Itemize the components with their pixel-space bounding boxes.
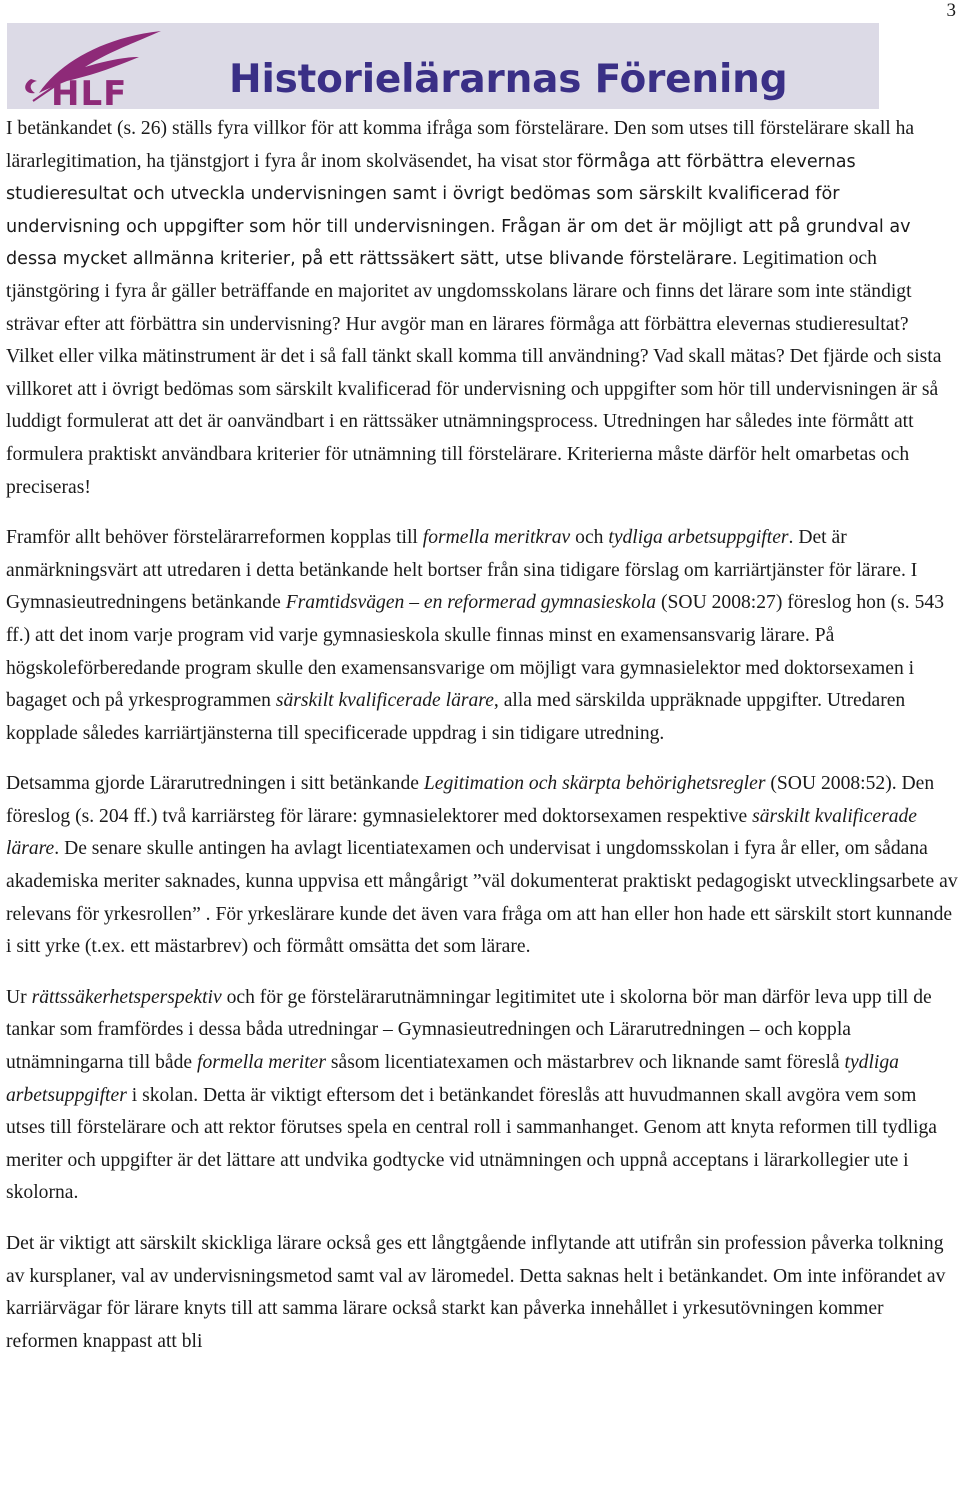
text-run: Ur: [6, 986, 27, 1008]
text-run: (SOU 2008:52). Den föreslog (s. 204 ff.) två karriärsteg för lärare: gymnasielektorer med doktorsexamen respektive: [6, 773, 935, 827]
paragraph-5: [6, 1228, 958, 1358]
text-run: . De senare skulle antingen ha avlagt licentiatexamen och undervisat i ungdomsskolan i fyra år eller, om sådana akademiska meriter saknades, kunna uppvisa ett mångårigt ”väl dokumenterat praktiskt pedagogiskt utvecklingsarbete av relevans för yrkesrollen” . För yrkeslärare kunde det även vara fråga om att han eller hon hade ett särskilt stort kunnande i sitt yrke (t.ex. ett mästarbrev) och förmått omsätta det som lärare.: [6, 838, 958, 958]
hlf-logo: [11, 23, 181, 109]
italic-phrase: formella meriter: [197, 1052, 326, 1074]
italic-phrase: formella meritkrav: [422, 527, 571, 549]
text-run: och: [575, 527, 604, 549]
paragraph-2: [6, 522, 958, 750]
header-banner: [7, 23, 879, 109]
article-body: [6, 113, 958, 1358]
text-run: och för ge förstelärarutnämningar legitimitet ute i skolorna bör man därför leva upp till de tankar som framfördes i dessa båda utredningar – Gymnasieutredningen och Lärarutredningen – och koppla utnämningarna till både: [6, 986, 932, 1074]
text-run: Det är viktigt att särskilt skickliga lärare också ges ett långtgående inflytande att utifrån sin profession påverka tolkning av kursplaner, val av undervisningsmetod samt val av läromedel. Detta saknas helt i betänkandet. Om inte införandet av karriärvägar för lärare knyts till att samma lärare också starkt kan påverka innehållet i yrkesutövningen kommer reformen knappast att bli: [6, 1233, 946, 1352]
book-title: Legitimation och skärpta behörighetsregler: [423, 773, 766, 795]
book-title: Framtidsvägen – en reformerad gymnasieskola: [285, 592, 657, 614]
italic-phrase: särskilt kvalificerade lärare: [6, 805, 917, 860]
paragraph-1: [6, 113, 958, 504]
text-run: Detsamma gjorde Lärarutredningen i sitt betänkande: [6, 773, 419, 795]
paragraph-1-sans-passage: förmåga att förbättra elevernas studieresultat och utveckla undervisningen samt i övrigt bedömas som särskilt kvalificerad för undervisning och uppgifter som hör till undervisningen. Frågan är om det är möjligt att på grundval av dessa mycket allmänna kriterier, på ett rättssäkert sätt, utse blivande förstelärare.: [6, 151, 911, 270]
page-number: 3: [946, 0, 956, 21]
text-run: i skolan. Detta är viktigt eftersom det i betänkandet föreslås att huvudmannen skall avgöra vem som utses till förstelärare och att rektor förutses spela en central roll i sammanhanget. Genom att knyta reformen till tydliga meriter och uppgifter är det lättare att undvika godtycke vid utnämningen och uppnå acceptans i lärarkollegier ute i skolorna.: [6, 1084, 937, 1204]
paragraph-4: [6, 982, 958, 1210]
text-run: såsom licentiatexamen och mästarbrev och liknande samt föreslå: [330, 1052, 840, 1074]
paragraph-1-rest: Legitimation och tjänstgöring i fyra år gäller beträffande en majoritet av ungdomsskolans lärare och finns det lärare som inte ständigt strävar efter att förbättra sin undervisning? Hur avgör man en lärares förmåga att förbättra elevernas studieresultat? Vilket eller vilka mätinstrument är det i så fall tänkt skall komma till användning? Vad skall mätas? Det fjärde och sista villkoret att i övrigt bedömas som särskilt kvalificerad för undervisning och uppgifter som hör till undervisningen är så luddigt formulerat att det är oanvändbart i en rättssäker utnämningsprocess. Utredningen har således inte förmått att formulera praktiskt användbara kriterier för utnämning till förstelärare. Kriterierna måste därför helt omarbetas och preciseras!: [6, 248, 942, 498]
italic-phrase: tydliga arbetsuppgifter: [608, 527, 789, 549]
italic-phrase: särskilt kvalificerade lärare: [275, 690, 494, 712]
paragraph-3: [6, 768, 958, 964]
hlf-logo-text: HLF: [51, 74, 128, 109]
text-run: , alla med särskilda uppräknade uppgifter. Utredaren kopplade således karriärtjänsterna till specificerade uppdrag i sin tidigare utredning.: [6, 690, 906, 744]
italic-phrase: rättssäkerhetsperspektiv: [31, 986, 222, 1008]
text-run: Framför allt behöver förstelärarreformen kopplas till: [6, 527, 418, 549]
text-run: . Det är anmärkningsvärt att utredaren i detta betänkande helt bortser från sina tidigare förslag om karriärtjänster för lärare. I Gymnasieutredningens betänkande: [6, 527, 918, 614]
text-run: (SOU 2008:27) föreslog hon (s. 543 ff.) att det inom varje program vid varje gymnasieskola skulle finnas minst en examensansvarig lärare. På högskoleförberedande program skulle den examensansvarige om möjligt vara gymnasielektor med doktorsexamen i bagaget och på yrkesprogrammen: [6, 592, 944, 712]
association-title: Historielärarnas Förening: [229, 57, 788, 102]
italic-phrase: tydliga arbetsuppgifter: [6, 1052, 899, 1106]
paragraph-1-lead: I betänkandet (s. 26) ställs fyra villkor för att komma ifråga som förstelärare. Den som utses till förstelärare skall ha lärarlegitimation, ha tjänstgjort i fyra år inom skolväsendet, ha visat stor: [6, 118, 915, 172]
